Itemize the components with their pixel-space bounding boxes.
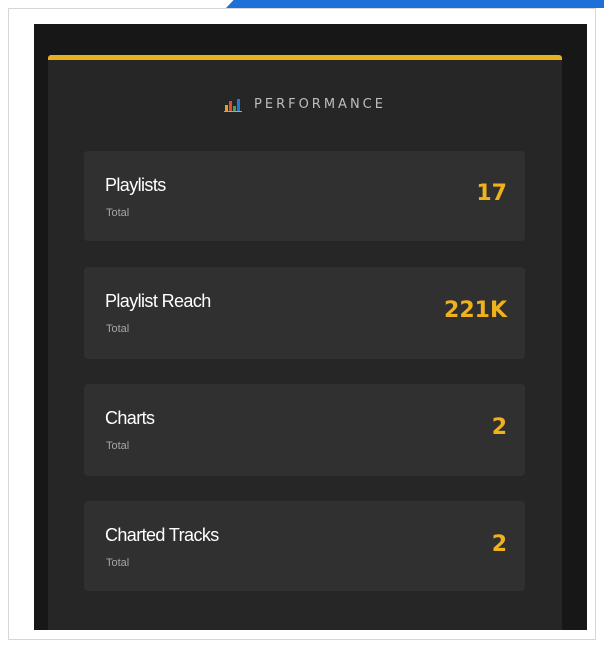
performance-panel (48, 55, 562, 630)
stat-sublabel: Total (106, 207, 130, 219)
panel-title: PERFORMANCE (254, 96, 386, 112)
stat-card-charted-tracks[interactable] (84, 501, 525, 591)
stat-card-charts[interactable] (84, 384, 525, 476)
bar-chart-icon (224, 96, 244, 112)
stat-value: 2 (491, 415, 507, 440)
stat-value: 2 (491, 532, 507, 557)
stat-card-playlist-reach[interactable] (84, 267, 525, 359)
stat-label: Playlist Reach (105, 291, 211, 311)
top-accent-bar (226, 0, 604, 8)
stat-sublabel: Total (106, 323, 130, 335)
stat-value: 17 (476, 181, 507, 206)
stat-label: Charted Tracks (105, 525, 219, 545)
stat-value: 221K (444, 298, 507, 323)
stat-sublabel: Total (106, 440, 130, 452)
stat-card-playlists[interactable] (84, 151, 525, 241)
stat-label: Charts (105, 408, 155, 428)
stat-label: Playlists (105, 175, 166, 195)
stat-sublabel: Total (106, 557, 130, 569)
panel-header (48, 96, 562, 112)
